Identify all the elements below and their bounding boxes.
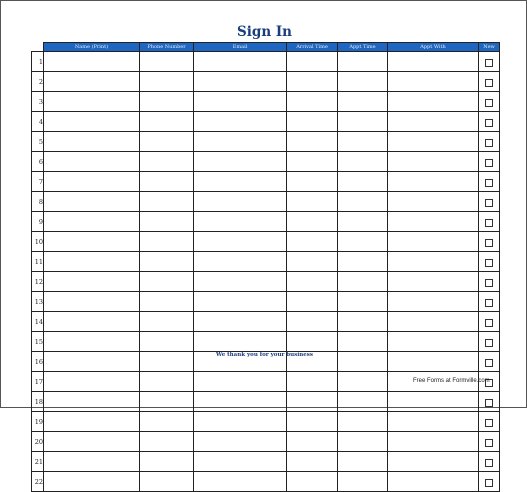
column-header-email: Email	[194, 43, 287, 52]
arrival-time-cell[interactable]	[287, 152, 338, 172]
email-cell[interactable]	[194, 152, 287, 172]
table-row	[32, 172, 500, 192]
email-cell[interactable]	[194, 312, 287, 332]
name-cell[interactable]	[44, 312, 140, 332]
email-cell[interactable]	[194, 272, 287, 292]
arrival-time-cell[interactable]	[287, 252, 338, 272]
email-cell[interactable]	[194, 112, 287, 132]
new-cell	[479, 132, 500, 152]
checkbox-icon[interactable]	[485, 479, 493, 487]
name-cell[interactable]	[44, 232, 140, 252]
name-cell[interactable]	[44, 412, 140, 432]
appt-with-cell[interactable]	[388, 152, 479, 172]
phone-cell[interactable]	[140, 212, 194, 232]
checkbox-icon[interactable]	[485, 439, 493, 447]
new-cell	[479, 232, 500, 252]
arrival-time-cell[interactable]	[287, 332, 338, 352]
name-cell[interactable]	[44, 252, 140, 272]
arrival-time-cell[interactable]	[287, 92, 338, 112]
phone-cell[interactable]	[140, 92, 194, 112]
email-cell[interactable]	[194, 332, 287, 352]
checkbox-icon[interactable]	[485, 99, 493, 107]
appt-with-cell[interactable]	[388, 172, 479, 192]
checkbox-icon[interactable]	[485, 359, 493, 367]
appt-time-cell[interactable]	[338, 272, 388, 292]
phone-cell[interactable]	[140, 232, 194, 252]
arrival-time-cell[interactable]	[287, 52, 338, 72]
name-cell[interactable]	[44, 192, 140, 212]
column-header-phone: Phone Number	[140, 43, 194, 52]
phone-cell[interactable]	[140, 292, 194, 312]
new-cell	[479, 112, 500, 132]
appt-time-cell[interactable]	[338, 132, 388, 152]
appt-time-cell[interactable]	[338, 212, 388, 232]
new-cell	[479, 192, 500, 212]
table-body	[32, 52, 500, 492]
row-number: 20	[32, 432, 44, 452]
name-cell[interactable]	[44, 332, 140, 352]
column-header-appt-with: Appt With	[388, 43, 479, 52]
appt-with-cell[interactable]	[388, 252, 479, 272]
row-number: 1	[32, 52, 44, 72]
arrival-time-cell[interactable]	[287, 432, 338, 452]
row-number: 16	[32, 352, 44, 372]
checkbox-icon[interactable]	[485, 199, 493, 207]
table-row	[32, 412, 500, 432]
name-cell[interactable]	[44, 272, 140, 292]
name-cell[interactable]	[44, 292, 140, 312]
arrival-time-cell[interactable]	[287, 312, 338, 332]
appt-with-cell[interactable]	[388, 192, 479, 212]
thank-you-message: We thank you for your business	[216, 352, 313, 358]
email-cell[interactable]	[194, 292, 287, 312]
name-cell[interactable]	[44, 112, 140, 132]
phone-cell[interactable]	[140, 472, 194, 492]
row-number: 12	[32, 272, 44, 292]
row-number: 22	[32, 472, 44, 492]
phone-cell[interactable]	[140, 432, 194, 452]
new-cell	[479, 152, 500, 172]
column-header-arrival-time: Arrival Time	[287, 43, 338, 52]
phone-cell[interactable]	[140, 312, 194, 332]
phone-cell[interactable]	[140, 452, 194, 472]
row-number: 10	[32, 232, 44, 252]
appt-with-cell[interactable]	[388, 212, 479, 232]
name-cell[interactable]	[44, 152, 140, 172]
new-cell	[479, 392, 500, 412]
phone-cell[interactable]	[140, 332, 194, 352]
email-cell[interactable]	[194, 132, 287, 152]
checkbox-icon[interactable]	[485, 339, 493, 347]
row-number: 7	[32, 172, 44, 192]
sign-in-table	[31, 42, 500, 492]
name-cell[interactable]	[44, 372, 140, 392]
row-number: 5	[32, 132, 44, 152]
arrival-time-cell[interactable]	[287, 232, 338, 252]
checkbox-icon[interactable]	[485, 139, 493, 147]
arrival-time-cell[interactable]	[287, 72, 338, 92]
appt-with-cell[interactable]	[388, 312, 479, 332]
name-cell[interactable]	[44, 92, 140, 112]
arrival-time-cell[interactable]	[287, 272, 338, 292]
table-row	[32, 72, 500, 92]
row-number: 2	[32, 72, 44, 92]
appt-time-cell[interactable]	[338, 312, 388, 332]
table-row	[32, 272, 500, 292]
table-row	[32, 132, 500, 152]
phone-cell[interactable]	[140, 192, 194, 212]
email-cell[interactable]	[194, 472, 287, 492]
phone-cell[interactable]	[140, 372, 194, 392]
name-cell[interactable]	[44, 452, 140, 472]
checkbox-icon[interactable]	[485, 239, 493, 247]
new-cell	[479, 52, 500, 72]
new-cell	[479, 472, 500, 492]
checkbox-icon[interactable]	[485, 79, 493, 87]
new-cell	[479, 432, 500, 452]
phone-cell[interactable]	[140, 112, 194, 132]
phone-cell[interactable]	[140, 392, 194, 412]
phone-cell[interactable]	[140, 152, 194, 172]
name-cell[interactable]	[44, 172, 140, 192]
name-cell[interactable]	[44, 52, 140, 72]
table-row	[32, 292, 500, 312]
appt-with-cell[interactable]	[388, 272, 479, 292]
checkbox-icon[interactable]	[485, 159, 493, 167]
appt-with-cell[interactable]	[388, 132, 479, 152]
checkbox-icon[interactable]	[485, 59, 493, 67]
appt-time-cell[interactable]	[338, 392, 388, 412]
new-cell	[479, 72, 500, 92]
appt-with-cell[interactable]	[388, 92, 479, 112]
arrival-time-cell[interactable]	[287, 112, 338, 132]
email-cell[interactable]	[194, 52, 287, 72]
table-row	[32, 392, 500, 412]
new-cell	[479, 252, 500, 272]
table-row	[32, 212, 500, 232]
row-number: 18	[32, 392, 44, 412]
table-row	[32, 92, 500, 112]
name-cell[interactable]	[44, 72, 140, 92]
phone-cell[interactable]	[140, 72, 194, 92]
row-number: 8	[32, 192, 44, 212]
appt-time-cell[interactable]	[338, 372, 388, 392]
appt-time-cell[interactable]	[338, 172, 388, 192]
table-row	[32, 252, 500, 272]
appt-with-cell[interactable]	[388, 72, 479, 92]
appt-time-cell[interactable]	[338, 232, 388, 252]
appt-time-cell[interactable]	[338, 412, 388, 432]
table-row	[32, 192, 500, 212]
arrival-time-cell[interactable]	[287, 412, 338, 432]
name-cell[interactable]	[44, 132, 140, 152]
row-number-header	[32, 43, 44, 52]
checkbox-icon[interactable]	[485, 279, 493, 287]
row-number: 6	[32, 152, 44, 172]
appt-time-cell[interactable]	[338, 152, 388, 172]
appt-time-cell[interactable]	[338, 472, 388, 492]
row-number: 19	[32, 412, 44, 432]
appt-with-cell[interactable]	[388, 452, 479, 472]
arrival-time-cell[interactable]	[287, 452, 338, 472]
appt-with-cell[interactable]	[388, 112, 479, 132]
table-row	[32, 452, 500, 472]
email-cell[interactable]	[194, 232, 287, 252]
new-cell	[479, 92, 500, 112]
row-number: 4	[32, 112, 44, 132]
row-number: 11	[32, 252, 44, 272]
appt-with-cell[interactable]	[388, 412, 479, 432]
appt-time-cell[interactable]	[338, 192, 388, 212]
column-header-appt-time: Appt Time	[338, 43, 388, 52]
column-header-new: New	[479, 43, 500, 52]
table-header-row	[32, 43, 500, 52]
checkbox-icon[interactable]	[485, 419, 493, 427]
column-header-name: Name (Print)	[44, 43, 140, 52]
appt-with-cell[interactable]	[388, 432, 479, 452]
email-cell[interactable]	[194, 452, 287, 472]
email-cell[interactable]	[194, 412, 287, 432]
phone-cell[interactable]	[140, 172, 194, 192]
appt-time-cell[interactable]	[338, 92, 388, 112]
table-row	[32, 432, 500, 452]
appt-with-cell[interactable]	[388, 292, 479, 312]
appt-time-cell[interactable]	[338, 292, 388, 312]
table-row	[32, 332, 500, 352]
arrival-time-cell[interactable]	[287, 292, 338, 312]
arrival-time-cell[interactable]	[287, 172, 338, 192]
appt-time-cell[interactable]	[338, 452, 388, 472]
email-cell[interactable]	[194, 372, 287, 392]
checkbox-icon[interactable]	[485, 259, 493, 267]
row-number: 9	[32, 212, 44, 232]
phone-cell[interactable]	[140, 412, 194, 432]
appt-with-cell[interactable]	[388, 332, 479, 352]
phone-cell[interactable]	[140, 132, 194, 152]
row-number: 21	[32, 452, 44, 472]
appt-time-cell[interactable]	[338, 432, 388, 452]
arrival-time-cell[interactable]	[287, 472, 338, 492]
name-cell[interactable]	[44, 392, 140, 412]
table-row	[32, 472, 500, 492]
row-number: 14	[32, 312, 44, 332]
form-title: Sign In	[237, 24, 292, 40]
checkbox-icon[interactable]	[485, 219, 493, 227]
email-cell[interactable]	[194, 92, 287, 112]
new-cell	[479, 312, 500, 332]
phone-cell[interactable]	[140, 52, 194, 72]
checkbox-icon[interactable]	[485, 299, 493, 307]
new-cell	[479, 292, 500, 312]
checkbox-icon[interactable]	[485, 459, 493, 467]
email-cell[interactable]	[194, 172, 287, 192]
arrival-time-cell[interactable]	[287, 132, 338, 152]
appt-with-cell[interactable]	[388, 392, 479, 412]
appt-with-cell[interactable]	[388, 52, 479, 72]
arrival-time-cell[interactable]	[287, 192, 338, 212]
checkbox-icon[interactable]	[485, 119, 493, 127]
arrival-time-cell[interactable]	[287, 212, 338, 232]
appt-with-cell[interactable]	[388, 472, 479, 492]
appt-time-cell[interactable]	[338, 332, 388, 352]
table-row	[32, 152, 500, 172]
row-number: 17	[32, 372, 44, 392]
new-cell	[479, 212, 500, 232]
new-cell	[479, 332, 500, 352]
email-cell[interactable]	[194, 192, 287, 212]
appt-with-cell[interactable]	[388, 232, 479, 252]
checkbox-icon[interactable]	[485, 319, 493, 327]
table-row	[32, 52, 500, 72]
phone-cell[interactable]	[140, 272, 194, 292]
name-cell[interactable]	[44, 212, 140, 232]
appt-time-cell[interactable]	[338, 252, 388, 272]
email-cell[interactable]	[194, 72, 287, 92]
row-number: 3	[32, 92, 44, 112]
row-number: 13	[32, 292, 44, 312]
email-cell[interactable]	[194, 392, 287, 412]
new-cell	[479, 452, 500, 472]
email-cell[interactable]	[194, 212, 287, 232]
table-row	[32, 112, 500, 132]
arrival-time-cell[interactable]	[287, 392, 338, 412]
appt-time-cell[interactable]	[338, 72, 388, 92]
new-cell	[479, 172, 500, 192]
footer-credit: Free Forms at Formville.com	[413, 378, 490, 384]
row-number: 15	[32, 332, 44, 352]
phone-cell[interactable]	[140, 252, 194, 272]
table-row	[32, 232, 500, 252]
table-row	[32, 312, 500, 332]
email-cell[interactable]	[194, 432, 287, 452]
new-cell	[479, 272, 500, 292]
checkbox-icon[interactable]	[485, 399, 493, 407]
name-cell[interactable]	[44, 472, 140, 492]
arrival-time-cell[interactable]	[287, 372, 338, 392]
new-cell	[479, 412, 500, 432]
appt-time-cell[interactable]	[338, 112, 388, 132]
appt-time-cell[interactable]	[338, 52, 388, 72]
name-cell[interactable]	[44, 432, 140, 452]
email-cell[interactable]	[194, 252, 287, 272]
checkbox-icon[interactable]	[485, 179, 493, 187]
